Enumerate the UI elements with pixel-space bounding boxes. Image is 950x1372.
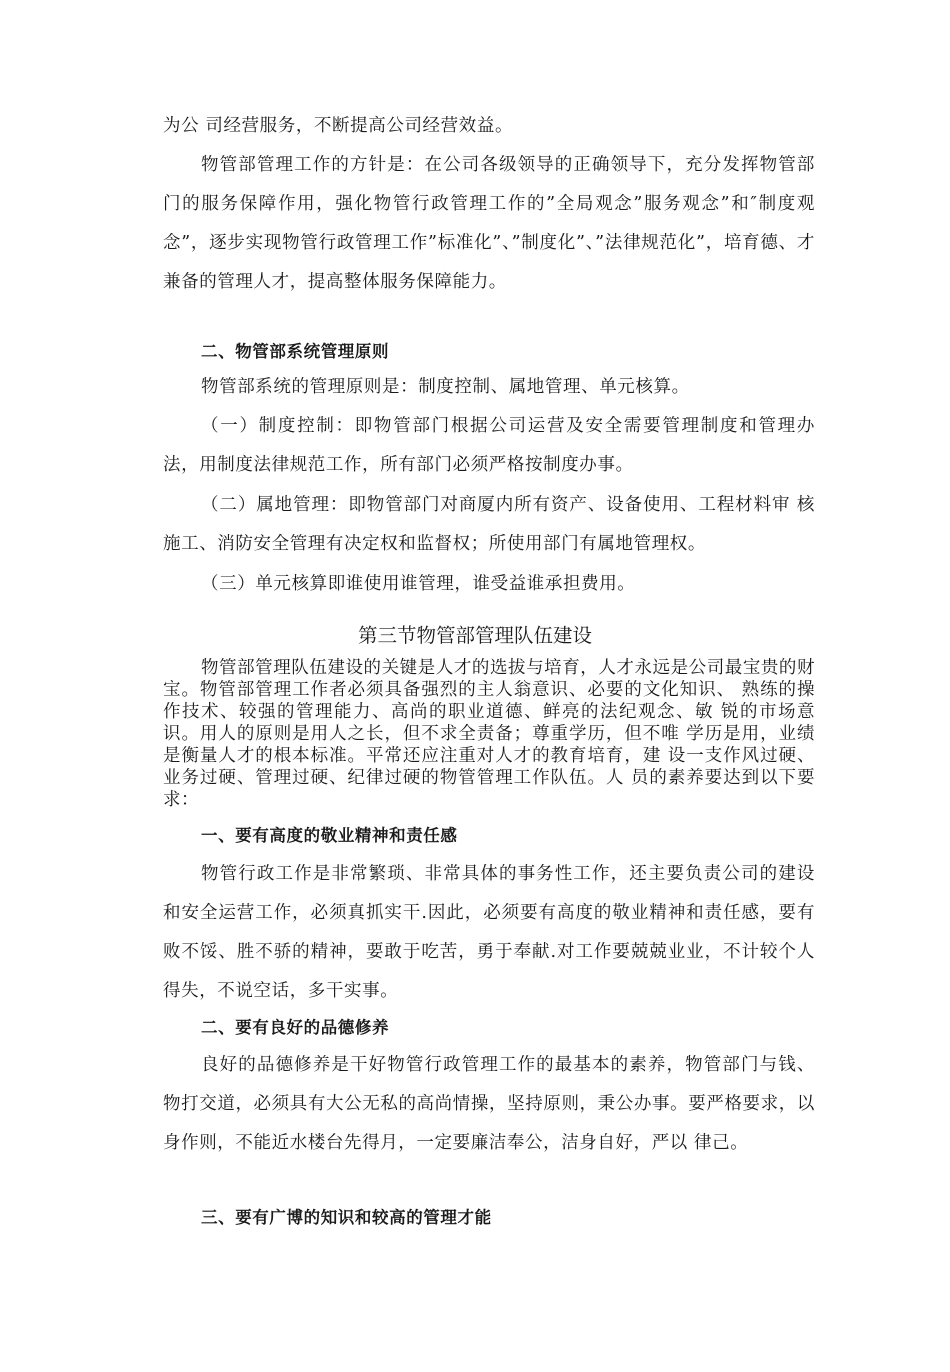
heading-moral-character: 二、要有良好的品德修养 <box>201 1018 390 1037</box>
paragraph-team-building: 物管部管理队伍建设的关键是人才的选拔与培育，人才永远是公司最宝贵的财宝。物管部管理工作者必须具备强烈的主人翁意识、必要的文化知识、 熟练的操作技术、较强的管理能力、高尚的职业道德、鲜亮的法纪观念、敏 锐的市场意识。用人的原则是用人之长，但不求全责备；尊重学历，但不唯 学历是用，业绩是衡量人才的根本标准。平常还应注重对人才的教育培育，建 设一支作风过硬、业务过硬、管理过硬、纪律过硬的物管管理工作队伍。人 员的素养要达到以下要求： <box>163 658 815 810</box>
heading-management-principles: 二、物管部系统管理原则 <box>201 342 390 361</box>
paragraph-unit-accounting: （三）单元核算即谁使用谁管理，谁受益谁承担费用。 <box>201 574 636 594</box>
section-title: 第三节物管部管理队伍建设 <box>357 624 592 647</box>
paragraph-territorial-management: （二）属地管理：即物管部门对商厦内所有资产、设备使用、工程材料审 核施工、消防安全管理有决定权和监督权；所使用部门有属地管理权。 <box>163 495 815 554</box>
paragraph-moral-character: 良好的品德修养是干好物管行政管理工作的最基本的素养，物管部门与钱、物打交道，必须具有大公无私的高尚情操，坚持原则，秉公办事。要严格要求，以身作则，不能近水楼台先得月，一定要廉洁奉公，洁身自好，严以 律己。 <box>163 1055 815 1153</box>
paragraph-policy: 物管部管理工作的方针是：在公司各级领导的正确领导下，充分发挥物管部门的服务保障作用，强化物管行政管理工作的”全局观念”服务观念”和″制度观念”，逐步实现物管行政管理工作”标准化”、”制度化”、”法律规范化”，培育德、才兼备的管理人才，提高整体服务保障能力。 <box>163 155 815 292</box>
paragraph-system-control: （一）制度控制：即物管部门根据公司运营及安全需要管理制度和管理办 法，用制度法律规范工作，所有部门必须严格按制度办事。 <box>163 416 815 475</box>
heading-dedication: 一、要有高度的敬业精神和责任感 <box>201 826 458 845</box>
heading-knowledge: 三、要有广博的知识和较高的管理才能 <box>201 1208 492 1227</box>
paragraph-continuation: 为公 司经营服务，不断提高公司经营效益。 <box>163 116 514 136</box>
paragraph-dedication: 物管行政工作是非常繁琐、非常具体的事务性工作，还主要负责公司的建设和安全运营工作，必须真抓实干.因此，必须要有高度的敬业精神和责任感，要有败不馁、胜不骄的精神，要敢于吃苦，勇于奉献.对工作要兢兢业业，不计较个人得失，不说空话，多干实事。 <box>163 864 815 1001</box>
paragraph-principles: 物管部系统的管理原则是：制度控制、属地管理、单元核算。 <box>201 377 690 397</box>
